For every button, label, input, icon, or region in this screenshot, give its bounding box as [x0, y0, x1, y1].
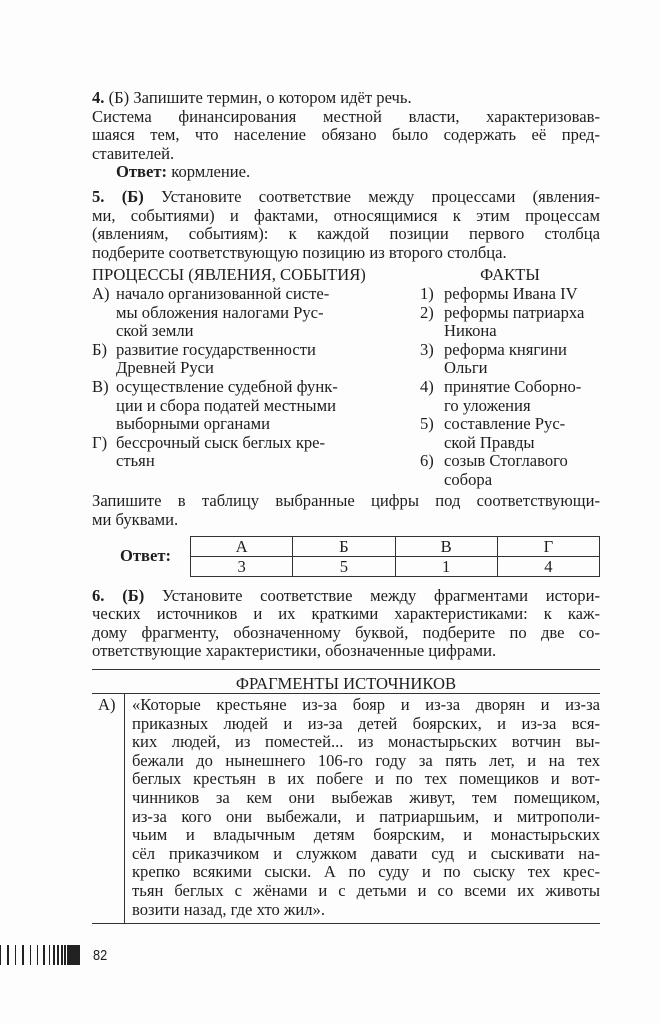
marker-stripe — [30, 945, 31, 965]
facts-header: ФАКТЫ — [480, 265, 540, 285]
marker-stripe — [49, 945, 50, 965]
process-item: В) осуществление судебной функ- ции и сбора податей местными выборными органами — [92, 376, 338, 434]
processes-column — [92, 266, 410, 489]
textbook-page — [92, 89, 600, 924]
marker-stripe — [43, 945, 44, 965]
answer-label: Ответ: — [116, 162, 168, 182]
table-cell: А — [191, 536, 293, 556]
answer — [92, 163, 600, 182]
table-cell: 4 — [497, 556, 599, 576]
fragment-row — [92, 693, 600, 924]
table-header-row — [191, 536, 600, 556]
fact-item: 3) реформа княгини Ольги — [420, 339, 567, 378]
table-cell: В — [395, 536, 497, 556]
question-line: ответствующие характеристики, обозначенные цифрами. — [92, 641, 497, 661]
table-cell: 1 — [395, 556, 497, 576]
processes-header: ПРОЦЕССЫ (ЯВЛЕНИЯ, СОБЫТИЯ) — [92, 265, 366, 285]
fact-item: 5) составление Рус- ской Правды — [420, 414, 566, 452]
fact-item: 1) реформы Ивана IV — [420, 283, 578, 303]
question-line: дому фрагменту, обозначенному буквой, подберите по две со- — [92, 622, 600, 642]
table-cell: Г — [497, 536, 599, 556]
fact-item: 6) созыв Стоглавого собора — [420, 451, 568, 489]
table-cell: 5 — [293, 556, 395, 576]
page-edge-marker-icon — [0, 945, 80, 965]
marker-stripe — [7, 945, 8, 965]
marker-stripe — [0, 945, 1, 965]
marker-stripe — [57, 945, 59, 965]
instruction: Запишите в таблицу выбранные цифры под соответствующи- ми буквами. — [92, 491, 600, 530]
marker-stripe — [67, 945, 80, 965]
question-number: 4. — [92, 88, 105, 107]
marker-stripe — [64, 945, 67, 965]
divider — [92, 669, 600, 670]
question-number: 6. — [92, 585, 105, 605]
question-5 — [92, 188, 600, 577]
page-footer — [0, 944, 110, 966]
process-item: А) начало организованной систе- мы обложения налогами Рус- ской земли — [92, 283, 330, 341]
question-line: ставителей. — [92, 143, 175, 163]
question-number: 5. — [92, 186, 105, 206]
marker-stripe — [22, 945, 23, 965]
question-line: 6. (Б) Установите соответствие между фрагментами истори- — [92, 585, 600, 605]
fragment-text: «Которые крестьяне из-за бояр и из-за дворян и из-за приказных людей и из-за детей боярских, и из-за вся- ких людей, из поместей... из монастырьских вотчин вы- бежали до нынешнего 106-го году за пять лет, и на тех беглых крестьян в их побеге и по тех помещиков и вот- чинников за кем они выбежав живут, тем помещиком, из-за кого они выбежали, и патриаршьим, и митрополи- чьим и владычным детям боярским, и монастырьских сёл приказчиком и служком давати суд и сыскивати на- крепко всякими сыски. А по суду и по сыску тех крес- тьян беглых с жёнами и с детьми и со всеми их животы возити назад, где хто жил». — [132, 695, 600, 919]
difficulty-level: (Б) — [122, 585, 145, 605]
answer-table — [190, 536, 600, 577]
question-line: ческих источников и их краткими характеристиками: к каж- — [92, 604, 600, 624]
difficulty-level: (Б) — [108, 88, 130, 107]
question-line: шаяся тем, что население обязано было содержать её пред- — [92, 125, 600, 145]
marker-stripe — [61, 945, 63, 965]
answer-table-block — [92, 536, 600, 577]
question-line: подберите соответствующую позицию из второго столбца. — [92, 242, 507, 262]
question-line: 4. (Б) Запишите термин, о котором идёт речь. — [92, 88, 412, 107]
difficulty-level: (Б) — [121, 186, 144, 206]
question-6 — [92, 587, 600, 925]
fragments-header: ФРАГМЕНТЫ ИСТОЧНИКОВ — [235, 674, 457, 694]
table-row — [191, 556, 600, 576]
answer-label: Ответ: — [120, 545, 172, 565]
fact-item: 2) реформы патриарха Никона — [420, 302, 585, 341]
question-line: 5. (Б) Установите соответствие между процессами (явления- — [92, 186, 600, 206]
process-item: Б) развитие государственности Древней Руси — [92, 339, 316, 378]
answer-value: кормление. — [171, 162, 251, 182]
question-line: Система финансирования местной власти, характеризовав- — [92, 106, 600, 126]
matching-columns — [92, 266, 600, 489]
question-line: ми, событиями) и фактами, относящимися к этим процессам — [92, 205, 600, 225]
fragment-label: А) — [92, 694, 125, 923]
question-line: (явлениям, событиям): к каждой позиции первого столбца — [92, 224, 600, 244]
table-cell: Б — [293, 536, 395, 556]
facts-column — [420, 266, 600, 489]
process-item: Г) бессрочный сыск беглых кре- стьян — [92, 432, 326, 471]
marker-stripe — [15, 945, 16, 965]
marker-stripe — [37, 945, 38, 965]
fact-item: 4) принятие Соборно- го уложения — [420, 376, 582, 415]
marker-stripe — [53, 945, 54, 965]
question-4 — [92, 89, 600, 182]
table-cell: 3 — [191, 556, 293, 576]
page-number: 82 — [93, 946, 108, 964]
